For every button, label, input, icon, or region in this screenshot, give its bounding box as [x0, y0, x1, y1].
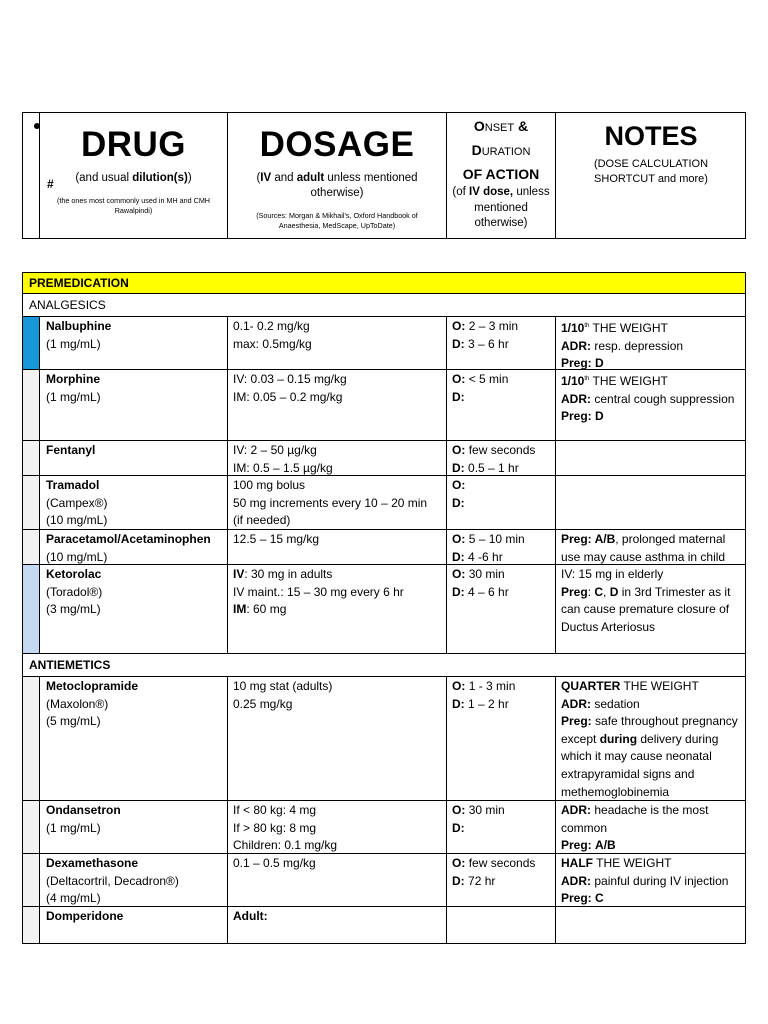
header-table — [22, 112, 746, 239]
drug-subtitle: (and usual dilution(s)) — [75, 172, 192, 184]
dosage-subtitle: (IV and adult unless mentioned otherwise) — [256, 172, 418, 199]
hash-symbol: # — [47, 177, 54, 191]
drug-cell: Nalbuphine (1 mg/mL) — [40, 317, 228, 369]
drug-cell: Paracetamol/Acetaminophen (10 mg/mL) — [40, 530, 228, 564]
drug-cell: Ketorolac (Toradol®) (3 mg/mL) — [40, 565, 228, 653]
row-marker — [23, 476, 40, 529]
table-row — [23, 441, 745, 476]
dosage-cell: Adult: — [228, 907, 447, 943]
table-row — [23, 854, 745, 907]
section-premedication: PREMEDICATION — [23, 273, 745, 294]
onset-cell: O: few seconds D: 72 hr — [447, 854, 556, 906]
table-row — [23, 677, 745, 801]
onset-cell: O: D: — [447, 476, 556, 529]
header-drug-cell — [40, 113, 228, 238]
notes-cell: IV: 15 mg in elderly Preg: C, D in 3rd Trimester as it can cause premature closure of Ductus Arteriosus — [561, 567, 731, 634]
dosage-cell: 100 mg bolus 50 mg increments every 10 – 20 min (if needed) — [228, 476, 447, 529]
notes-cell: ADR: headache is the most common Preg: A/B — [561, 803, 709, 853]
drug-cell: Dexamethasone (Deltacortril, Decadron®) (4 mg/mL) — [40, 854, 228, 906]
row-marker — [23, 441, 40, 475]
table-row — [23, 565, 745, 654]
row-marker — [23, 801, 40, 853]
dosage-cell: IV: 30 mg in adults IV maint.: 15 – 30 mg every 6 hr IM: 60 mg — [228, 565, 447, 653]
onset-title: ONSET & DURATION OF ACTION — [462, 118, 540, 182]
table-row — [23, 801, 745, 854]
dosage-cell: IV: 2 – 50 µg/kg IM: 0.5 – 1.5 µg/kg — [228, 441, 447, 475]
onset-cell — [447, 907, 556, 943]
notes-cell — [556, 441, 746, 475]
table-row — [23, 317, 745, 370]
row-marker — [23, 677, 40, 800]
notes-cell — [556, 476, 746, 529]
subsection-analgesics: ANALGESICS — [23, 294, 745, 317]
notes-subtitle: (DOSE CALCULATION SHORTCUT and more) — [593, 158, 709, 185]
notes-cell: QUARTER THE WEIGHT ADR: sedation Preg: safe throughout pregnancy except during delivery during which it may cause neonatal extrapyramidal signs and methemoglobinemia — [561, 679, 738, 799]
dosage-cell: 10 mg stat (adults) 0.25 mg/kg — [228, 677, 447, 800]
drug-table — [22, 272, 746, 944]
dosage-sources: (Sources: Morgan & Mikhail's, Oxford Handbook of Anaesthesia, MedScape, UpToDate) — [256, 211, 418, 230]
drug-note: (the ones most commonly used in MH and CMH Rawalpindi) — [57, 196, 210, 215]
row-marker — [23, 317, 40, 369]
onset-cell: O: < 5 min D: — [447, 370, 556, 440]
notes-cell: HALF THE WEIGHT ADR: painful during IV injection Preg: C — [561, 856, 729, 906]
row-marker — [23, 854, 40, 906]
dosage-cell: 0.1- 0.2 mg/kg max: 0.5mg/kg — [228, 317, 447, 369]
onset-cell: O: 5 – 10 min D: 4 -6 hr — [447, 530, 556, 564]
dosage-cell: 0.1 – 0.5 mg/kg — [228, 854, 447, 906]
onset-subtitle: (of IV dose, unless mentioned otherwise) — [452, 186, 550, 229]
notes-cell: Preg: A/B, prolonged maternal use may cause asthma in child — [561, 532, 726, 564]
drug-cell: Domperidone — [40, 907, 228, 943]
header-notes-cell — [556, 113, 746, 238]
dosage-cell: IV: 0.03 – 0.15 mg/kg IM: 0.05 – 0.2 mg/kg — [228, 370, 447, 440]
row-marker — [23, 565, 40, 653]
onset-cell: O: 2 – 3 min D: 3 – 6 hr — [447, 317, 556, 369]
table-row — [23, 530, 745, 565]
row-marker — [23, 370, 40, 440]
onset-cell: O: 30 min D: — [447, 801, 556, 853]
dosage-cell: If < 80 kg: 4 mg If > 80 kg: 8 mg Children: 0.1 mg/kg — [228, 801, 447, 853]
notes-title: NOTES — [604, 121, 698, 151]
onset-cell: O: few seconds D: 0.5 – 1 hr — [447, 441, 556, 475]
drug-cell: Fentanyl — [40, 441, 228, 475]
dosage-title: DOSAGE — [259, 125, 415, 164]
drug-cell: Metoclopramide (Maxolon®) (5 mg/mL) — [40, 677, 228, 800]
subsection-antiemetics: ANTIEMETICS — [23, 654, 745, 677]
row-marker — [23, 530, 40, 564]
row-marker — [23, 907, 40, 943]
header-onset-cell — [447, 113, 556, 238]
drug-title: DRUG — [80, 125, 187, 164]
table-row — [23, 907, 745, 943]
header-dosage-cell — [228, 113, 447, 238]
notes-cell: 1/10th THE WEIGHT ADR: resp. depression Preg: D — [561, 321, 684, 371]
notes-cell — [556, 907, 746, 943]
drug-cell: Morphine (1 mg/mL) — [40, 370, 228, 440]
header-num-cell — [23, 113, 40, 238]
table-row — [23, 476, 745, 530]
drug-cell: Ondansetron (1 mg/mL) — [40, 801, 228, 853]
notes-cell: 1/10th THE WEIGHT ADR: central cough suppression Preg: D — [561, 374, 735, 424]
drug-cell: Tramadol (Campex®) (10 mg/mL) — [40, 476, 228, 529]
dosage-cell: 12.5 – 15 mg/kg — [228, 530, 447, 564]
onset-cell: O: 1 - 3 min D: 1 – 2 hr — [447, 677, 556, 800]
onset-cell: O: 30 min D: 4 – 6 hr — [447, 565, 556, 653]
table-row — [23, 370, 745, 441]
